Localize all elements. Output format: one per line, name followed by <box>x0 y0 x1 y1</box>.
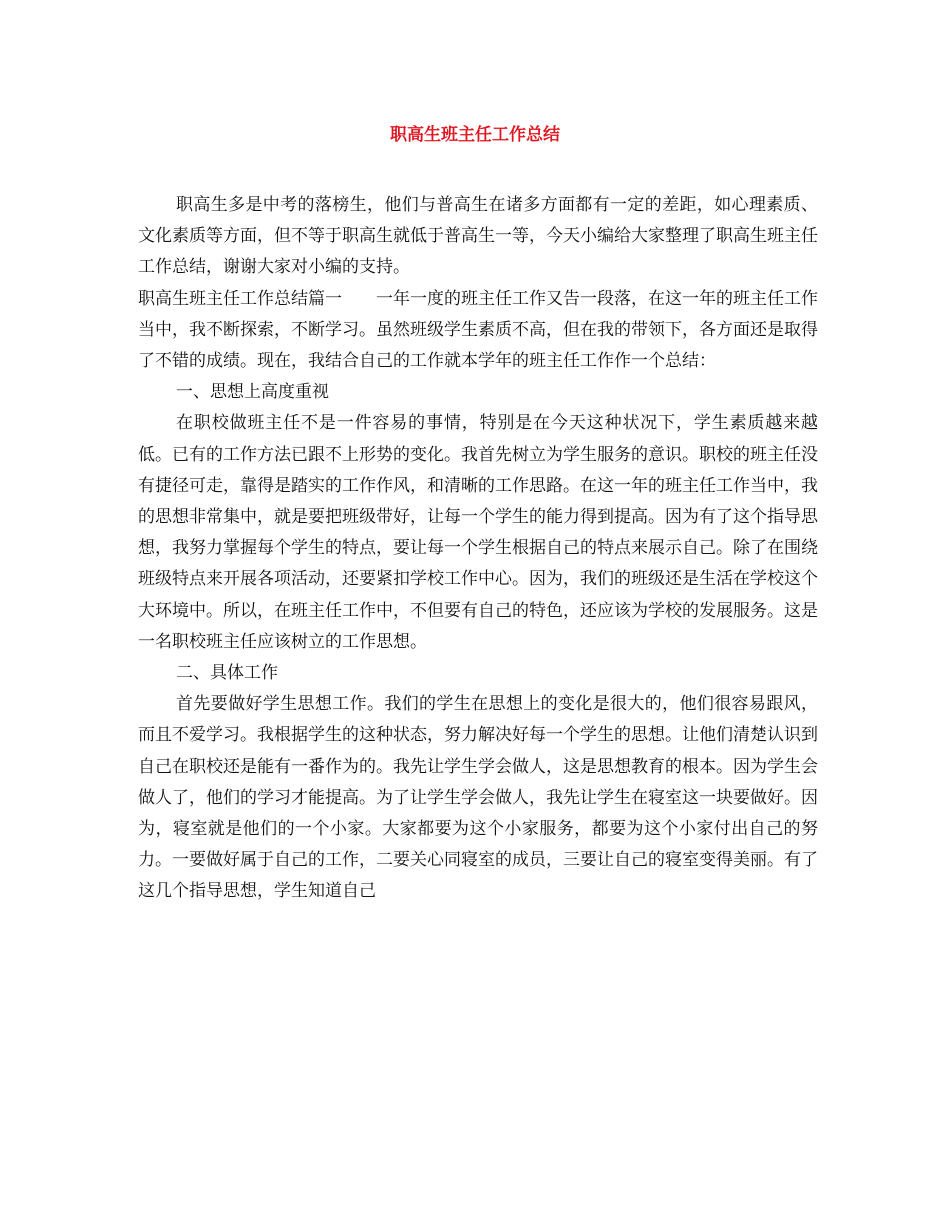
paragraph-specific-work: 首先要做好学生思想工作。我们的学生在思想上的变化是很大的，他们很容易跟风，而且不爱学习。我根据学生的这种状态，努力解决好每一个学生的思想。让他们清楚认识到自己在职校还是能有一番作为的。我先让学生学会做人，这是思想教育的根本。因为学生会做人了，他们的学习才能提高。为了让学生学会做人，我先让学生在寝室这一块要做好。因为，寝室就是他们的一个小家。大家都要为这个小家服务，都要为这个小家付出自己的努力。一要做好属于自己的工作，二要关心同寝室的成员，三要让自己的寝室变得美丽。有了这几个指导思想，学生知道自己 <box>138 694 818 902</box>
paragraph-section-one-intro: 职高生班主任工作总结篇一 一年一度的班主任工作又告一段落，在这一年的班主任工作当中，我不断探索，不断学习。虽然班级学生素质不高，但在我的带领下，各方面还是取得了不错的成绩。现在，我结合自己的工作就本学年的班主任工作作一个总结： <box>138 288 818 372</box>
document-title: 职高生班主任工作总结 <box>390 125 560 145</box>
heading-specific-work: 二、具体工作 <box>176 663 278 684</box>
heading-thinking: 一、思想上高度重视 <box>176 382 329 403</box>
paragraph-thinking: 在职校做班主任不是一件容易的事情，特别是在今天这种状况下，学生素质越来越低。已有的工作方法已跟不上形势的变化。我首先树立为学生服务的意识。职校的班主任没有捷径可走，靠得是踏实的工作作风，和清晰的工作思路。在这一年的班主任工作当中，我的思想非常集中，就是要把班级带好，让每一个学生的能力得到提高。因为有了这个指导思想，我努力掌握每个学生的特点，要让每一个学生根据自己的特点来展示自己。除了在围绕班级特点来开展各项活动，还要紧扣学校工作中心。因为，我们的班级还是生活在学校这个大环境中。所以，在班主任工作中，不但要有自己的特色，还应该为学校的发展服务。这是一名职校班主任应该树立的工作思想。 <box>138 413 818 652</box>
paragraph-intro: 职高生多是中考的落榜生，他们与普高生在诸多方面都有一定的差距，如心理素质、文化素质等方面，但不等于职高生就低于普高生一等，今天小编给大家整理了职高生班主任工作总结，谢谢大家对小编的支持。 <box>138 195 818 278</box>
document-body <box>138 190 818 908</box>
